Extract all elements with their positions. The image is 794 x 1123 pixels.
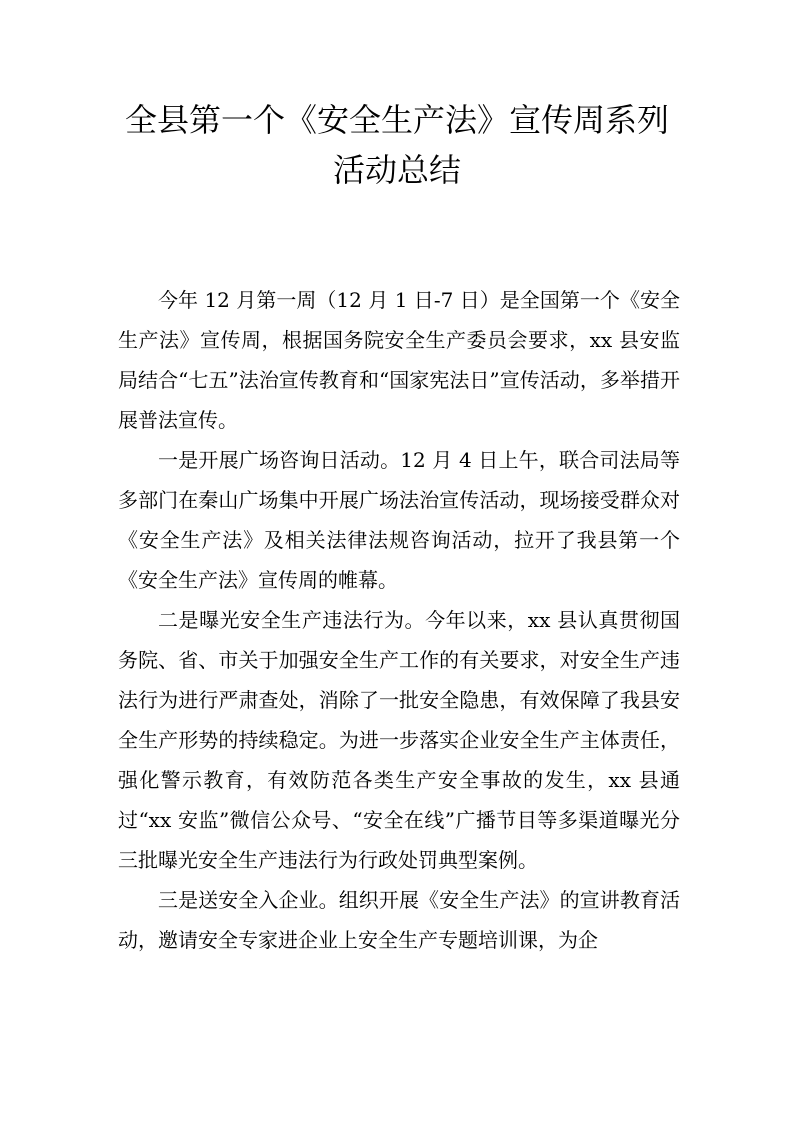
paragraph-exposure: 二是曝光安全生产违法行为。今年以来，xx 县认真贯彻国务院、省、市关于加强安全生产工作的有关要求，对安全生产违法行为进行严肃查处，消除了一批安全隐患，有效保障了我县安全生产形势的持续稳定。为进一步落实企业安全生产主体责任，强化警示教育，有效防范各类生产安全事故的发生，xx 县通过“xx 安监”微信公众号、“安全在线”广播节目等多渠道曝光分三批曝光安全生产违法行为行政处罚典型案例。 [118,608,680,872]
document-title [100,95,694,195]
title-line-1: 全县第一个《安全生产法》宣传周系列 [124,101,669,139]
paragraph-consultation-day: 一是开展广场咨询日活动。12 月 4 日上午，联合司法局等多部门在秦山广场集中开展广场法治宣传活动，现场接受群众对《安全生产法》及相关法律法规咨询活动，拉开了我县第一个《安全生产法》宣传周的帷幕。 [118,448,680,592]
paragraph-enterprise: 三是送安全入企业。组织开展《安全生产法》的宣讲教育活动，邀请安全专家进企业上安全生产专题培训课，为企 [118,888,680,952]
paragraph-intro: 今年 12 月第一周（12 月 1 日-7 日）是全国第一个《安全生产法》宣传周，根据国务院安全生产委员会要求，xx 县安监局结合“七五”法治宣传教育和“国家宪法日”宣传活动，多举措开展普法宣传。 [118,288,680,432]
document-body [118,280,680,960]
title-line-2: 活动总结 [332,151,461,189]
